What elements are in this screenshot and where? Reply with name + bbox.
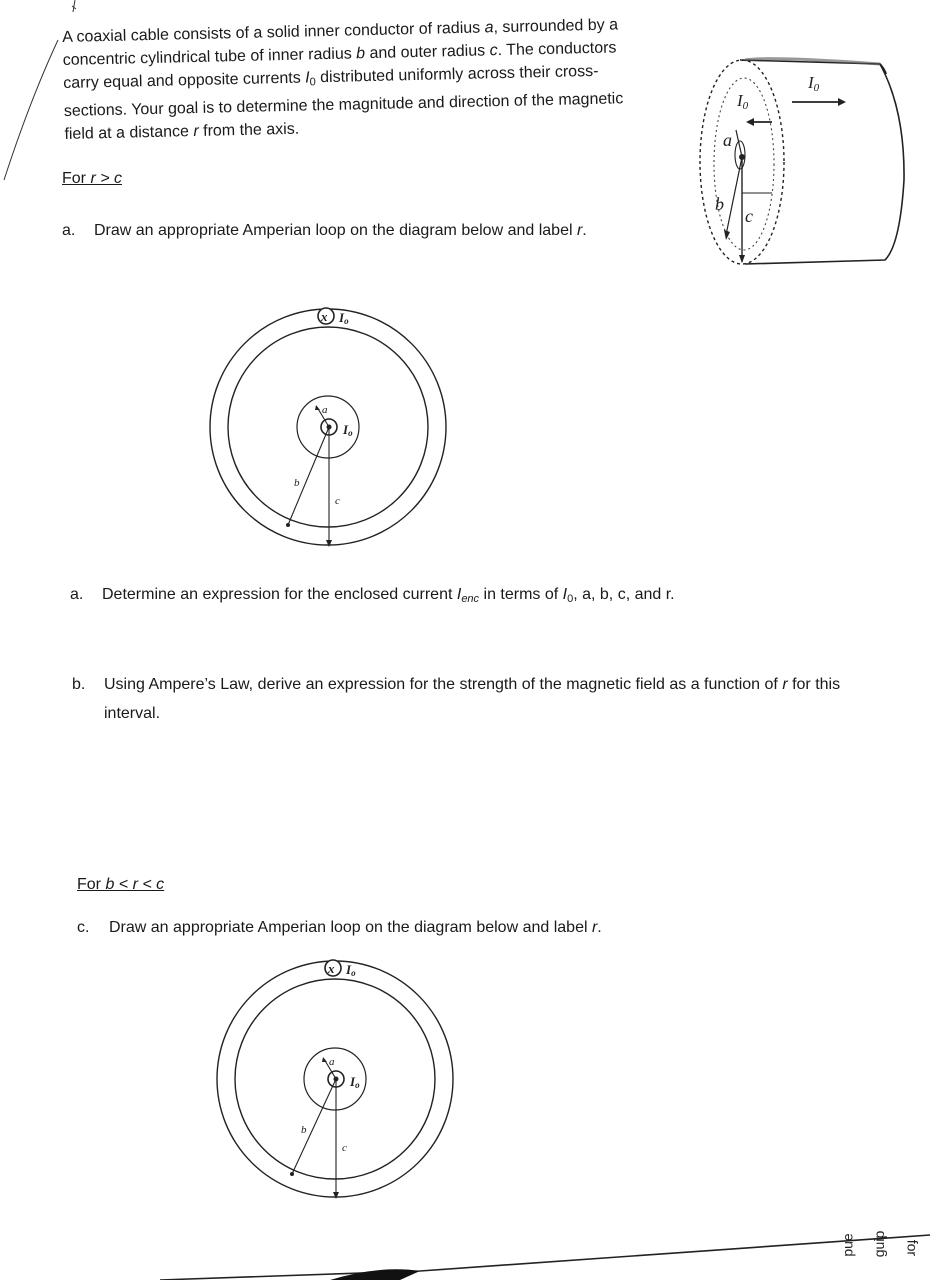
label-I0-outer: I0 bbox=[808, 73, 820, 94]
label-c: c bbox=[342, 1142, 347, 1154]
question-b-line-2: interval. bbox=[104, 705, 161, 722]
outer-current-label: Io bbox=[346, 962, 356, 978]
bottom-page-edge bbox=[0, 1225, 936, 1280]
intro-line-4: sections. Your goal is to determine the magnitude and direction of the magnetic bbox=[63, 90, 624, 120]
coax-cross-section-diagram-2 bbox=[212, 952, 460, 1210]
label-a: a bbox=[322, 404, 328, 416]
intro-line-5: field at a distance r from the axis. bbox=[64, 120, 300, 143]
radius-a-arrowhead bbox=[315, 405, 320, 410]
question-a-draw-loop: a. Draw an appropriate Amperian loop on the diagram below and label r. bbox=[62, 222, 587, 239]
question-a-enclosed-current: a. Determine an expression for the enclosed current $I_{enc}$ in terms of $I_0$, a, b, c, and r. bbox=[70, 586, 675, 605]
radius-b-end bbox=[290, 1172, 294, 1176]
intro-line-3: carry equal and opposite currents $I_0$ distributed uniformly across their cross- bbox=[63, 62, 599, 92]
label-a: a bbox=[329, 1056, 335, 1068]
outer-current-label: Io bbox=[339, 310, 349, 326]
margin-scrap-word-1: pue bbox=[839, 1233, 856, 1257]
radius-b-line bbox=[288, 427, 329, 525]
label-c: c bbox=[335, 495, 340, 507]
inner-current-label: Io bbox=[343, 422, 353, 438]
cable-outer-outline bbox=[740, 60, 904, 264]
section-heading-r-greater-c: For r > c bbox=[62, 170, 123, 187]
radius-b-end bbox=[286, 523, 290, 527]
intro-paragraph bbox=[62, 13, 624, 146]
section-heading-b-r-c: For b < r < c bbox=[77, 876, 165, 893]
intro-line-2: concentric cylindrical tube of inner radius b and outer radius c. The conductors bbox=[62, 39, 617, 69]
into-page-x-glyph: x bbox=[321, 309, 328, 324]
label-b: b bbox=[294, 477, 300, 489]
label-c: c bbox=[745, 206, 753, 226]
radius-c-arrowhead bbox=[333, 1192, 339, 1199]
label-b: b bbox=[715, 194, 724, 214]
margin-scrap-word-3: ɹoɟ bbox=[902, 1239, 919, 1257]
question-b-ampere-law: b. Using Ampere’s Law, derive an expression for the strength of the magnetic field as a function of r for this interval. bbox=[72, 673, 840, 725]
radius-b-line bbox=[292, 1079, 336, 1174]
radius-b-line bbox=[726, 157, 742, 235]
intro-line-1: A coaxial cable consists of a solid inner conductor of radius a, surrounded by a bbox=[62, 16, 619, 46]
radius-a-arrowhead bbox=[322, 1057, 327, 1062]
margin-scrap-word-2: guip bbox=[871, 1230, 888, 1258]
radius-c-arrowhead bbox=[326, 540, 332, 547]
coaxial-cable-figure bbox=[690, 50, 920, 275]
into-page-x-glyph: x bbox=[328, 961, 335, 976]
margin-pen-marks bbox=[0, 0, 80, 200]
label-I0-inner: I0 bbox=[737, 91, 749, 112]
question-c-draw-loop: c. Draw an appropriate Amperian loop on the diagram below and label r. bbox=[77, 919, 602, 936]
inner-current-label: Io bbox=[350, 1074, 360, 1090]
label-b: b bbox=[301, 1124, 307, 1136]
coax-cross-section-diagram-1 bbox=[205, 300, 453, 558]
label-a: a bbox=[723, 130, 732, 150]
